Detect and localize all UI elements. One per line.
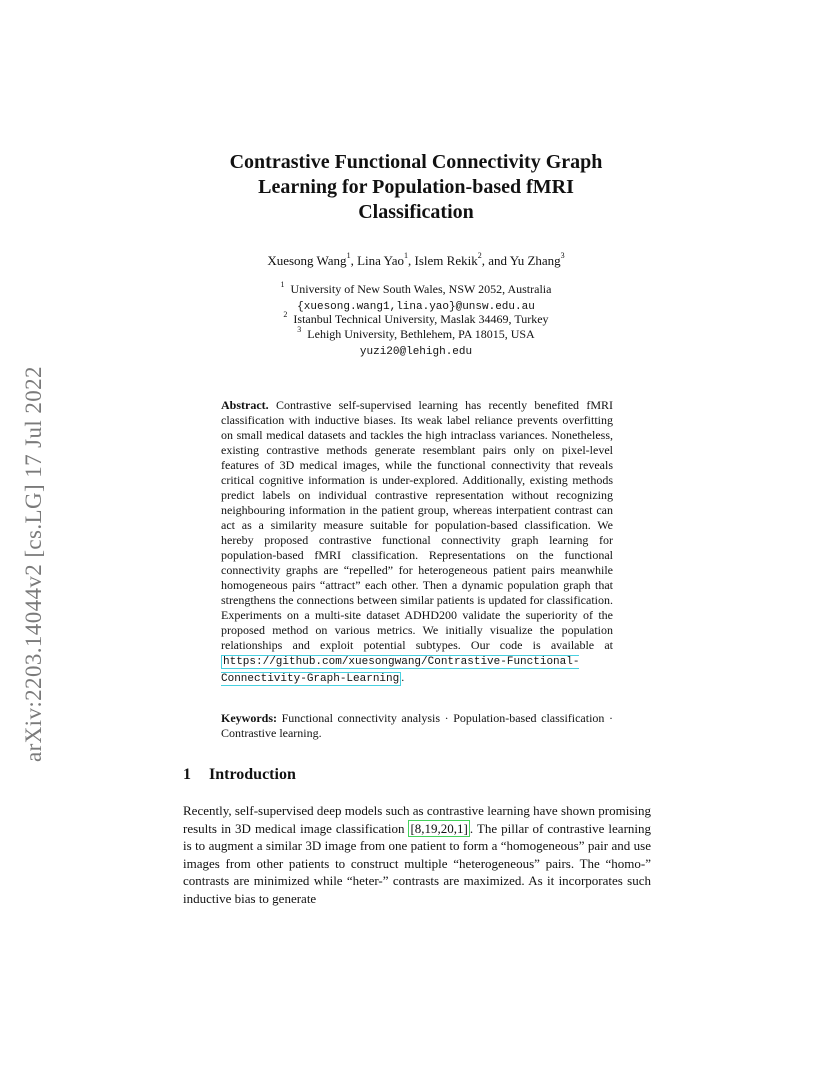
citation-link[interactable]: [8,19,20,1] xyxy=(410,820,468,836)
affiliation-1-email xyxy=(170,298,662,313)
abstract xyxy=(221,398,613,687)
abstract-tail: . xyxy=(401,670,405,684)
author-name: Xuesong Wang xyxy=(267,253,347,268)
affiliation-2 xyxy=(170,312,662,327)
section-number: 1 xyxy=(183,766,191,783)
author-list: Xuesong Wang$^1$, Lina Yao$^1$, Islem Rekik$^2$, and Yu Zhang$^3$ xyxy=(267,251,565,268)
title-line: Learning for Population-based fMRI xyxy=(258,176,574,198)
intro-text: Recently, self-supervised deep models such as contrastive learning have shown promising results in 3D medical image classification xyxy=(183,803,651,836)
paper-title xyxy=(170,150,662,225)
section-title: Introduction xyxy=(209,766,296,783)
affiliation-3 xyxy=(170,327,662,342)
author-conjunction: and xyxy=(488,253,510,268)
author-affil-mark: 1 xyxy=(346,251,351,260)
author-name: Yu Zhang xyxy=(509,253,561,268)
abstract-label: Abstract. xyxy=(221,398,269,412)
affiliation-1 xyxy=(170,282,662,297)
title-line: Contrastive Functional Connectivity Graph xyxy=(229,151,603,173)
author-affil-mark: 3 xyxy=(560,251,565,260)
author-affil-mark: 2 xyxy=(477,251,482,260)
affil-mark: 2 xyxy=(283,310,288,319)
keywords-text: Functional connectivity analysis · Population-based classification · Contrastive learning. xyxy=(221,711,614,740)
email-address: yuzi20@lehigh.edu xyxy=(359,346,473,358)
affil-text: Lehigh University, Bethlehem, PA 18015, USA xyxy=(307,327,535,341)
code-repository-link[interactable]: https://github.com/xuesongwang/Contrastive-Functional-Connectivity-Graph-Learning xyxy=(221,656,580,685)
section-heading xyxy=(183,766,296,784)
title-line: Classification xyxy=(358,201,474,223)
email-address: {xuesong.wang1,lina.yao}@unsw.edu.au xyxy=(297,301,535,313)
affil-mark: 1 xyxy=(280,280,285,289)
intro-text: . The pillar of contrastive learning is to augment a similar 3D image from one patient to form a “homogeneous” pair and use images from other patients to construct multiple “heterogeneous” pairs. The “homo-” contrasts are minimized while “heter-” contrasts are maximized. As it incorporates such inductive bias to generate xyxy=(183,820,652,906)
affil-text: University of New South Wales, NSW 2052, Australia xyxy=(290,282,552,296)
affil-text: Istanbul Technical University, Maslak 34469, Turkey xyxy=(293,312,549,326)
affil-mark: 3 xyxy=(297,325,302,334)
arxiv-stamp: arXiv:2203.14044v2 [cs.LG] 17 Jul 2022 xyxy=(21,366,46,762)
keywords xyxy=(221,711,613,741)
affiliation-3-email xyxy=(170,343,662,358)
keywords-label: Keywords: xyxy=(221,711,277,725)
abstract-text: Contrastive self-supervised learning has recently benefited fMRI classification with inductive biases. Its weak label reliance prevents overfitting on small medical datasets and tackles the high intraclass variances. Nonetheless, existing contrastive methods generate resemblant pairs only on pixel-level features of 3D medical images, while the functional connectivity that reveals critical cognitive information is under-explored. Additionally, existing methods predict labels on individual contrastive representation without recognizing neighbouring information in the patient group, whereas interpatient contrast can act as a similarity measure suitable for population-based classification. We hereby proposed contrastive functional connectivity graph learning for population-based fMRI classification. Representations on the functional connectivity graphs are “repelled” for heterogeneous patient pairs meanwhile homogeneous pairs “attract” each other. Then a dynamic population graph that strengthens the connections between similar patients is updated for classification. Experiments on a multi-site dataset ADHD200 validate the superiority of the proposed method on various metrics. We initially visualize the population relationships and exploit potential subtypes. Our code is available at xyxy=(221,398,614,652)
author-name: Islem Rekik xyxy=(414,253,478,268)
introduction-paragraph xyxy=(183,802,651,907)
author-affil-mark: 1 xyxy=(404,251,409,260)
author-name: Lina Yao xyxy=(357,253,405,268)
